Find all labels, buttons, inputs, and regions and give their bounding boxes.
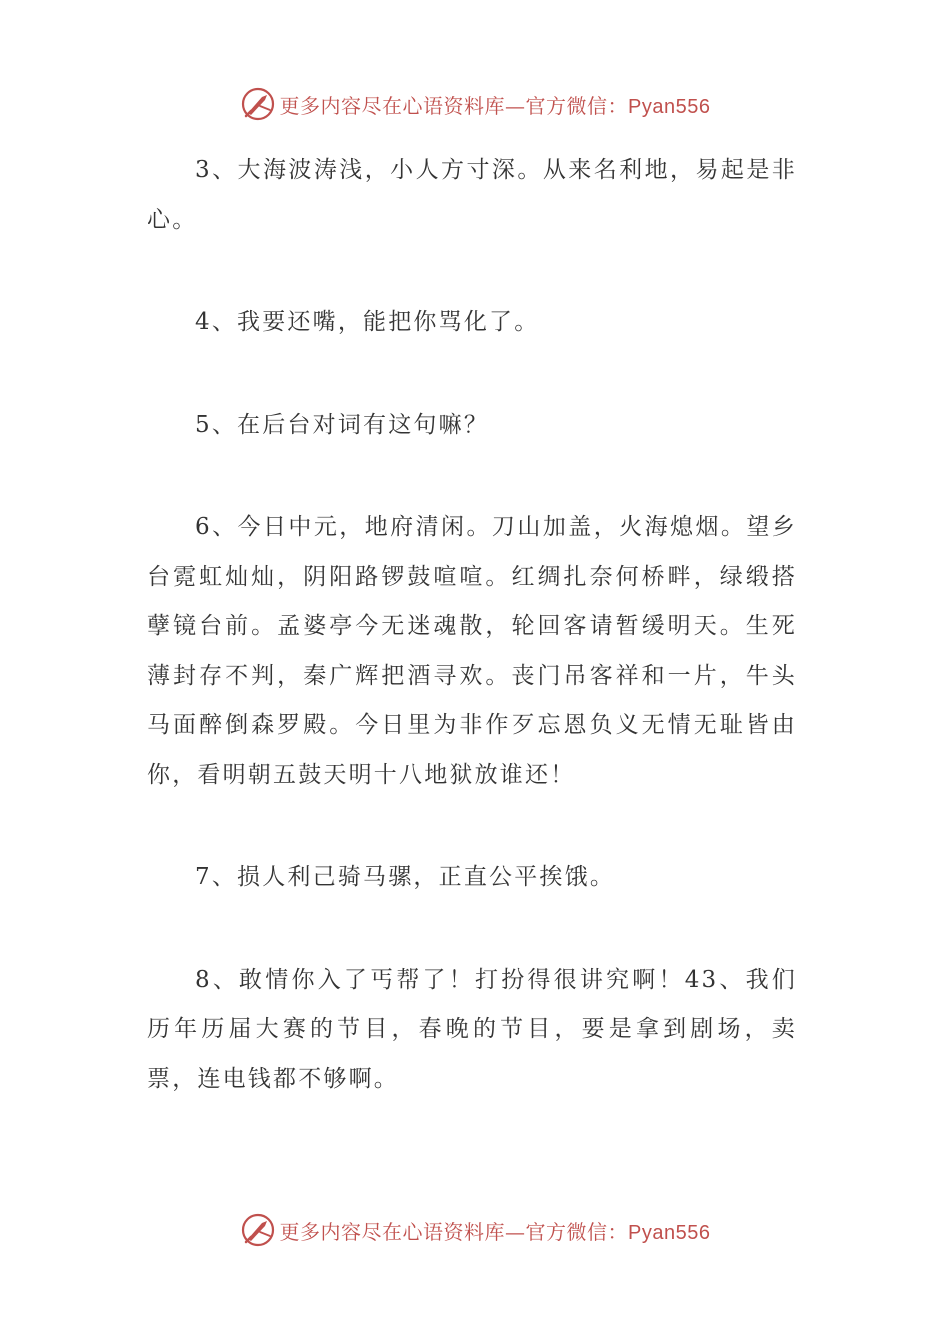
paragraph-3: 3、大海波涛浅，小人方寸深。从来名利地，易起是非心。 xyxy=(147,157,797,233)
paragraph-5: 5、在后台对词有这句嘛？ xyxy=(195,411,490,438)
header-watermark xyxy=(0,84,950,124)
footer-wechat-id: Pyan556 xyxy=(628,1221,711,1244)
footer-text: 更多内容尽在心语资料库—官方微信：Pyan556 xyxy=(279,1219,711,1244)
paragraph-4: 4、我要还嘴，能把你骂化了。 xyxy=(195,309,540,335)
document-body xyxy=(147,146,797,1104)
footer-watermark xyxy=(0,1210,950,1250)
pen-nib-icon xyxy=(240,1212,276,1248)
paragraph-8: 8、敢情你入了丐帮了！打扮得很讲究啊！43、我们历年历届大赛的节目，春晚的节目，要是拿到剧场，卖票，连电钱都不够啊。 xyxy=(147,966,797,1092)
paragraph-6: 6、今日中元，地府清闲。刀山加盖，火海熄烟。望乡台霓虹灿灿，阴阳路锣鼓喧喧。红绸扎奈何桥畔，绿缎搭孽镜台前。孟婆亭今无迷魂散，轮回客请暂缓明天。生死薄封存不判，秦广辉把酒寻欢。丧门吊客祥和一片，牛头马面醉倒森罗殿。今日里为非作歹忘恩负义无情无耻皆由你，看明朝五鼓天明十八地狱放谁还！ xyxy=(147,514,797,788)
pen-nib-icon xyxy=(240,86,276,122)
paragraph-7: 7、损人利己骑马骡，正直公平挨饿。 xyxy=(195,864,616,890)
header-text: 更多内容尽在心语资料库—官方微信：Pyan556 xyxy=(279,93,711,118)
header-wechat-id: Pyan556 xyxy=(628,95,711,118)
